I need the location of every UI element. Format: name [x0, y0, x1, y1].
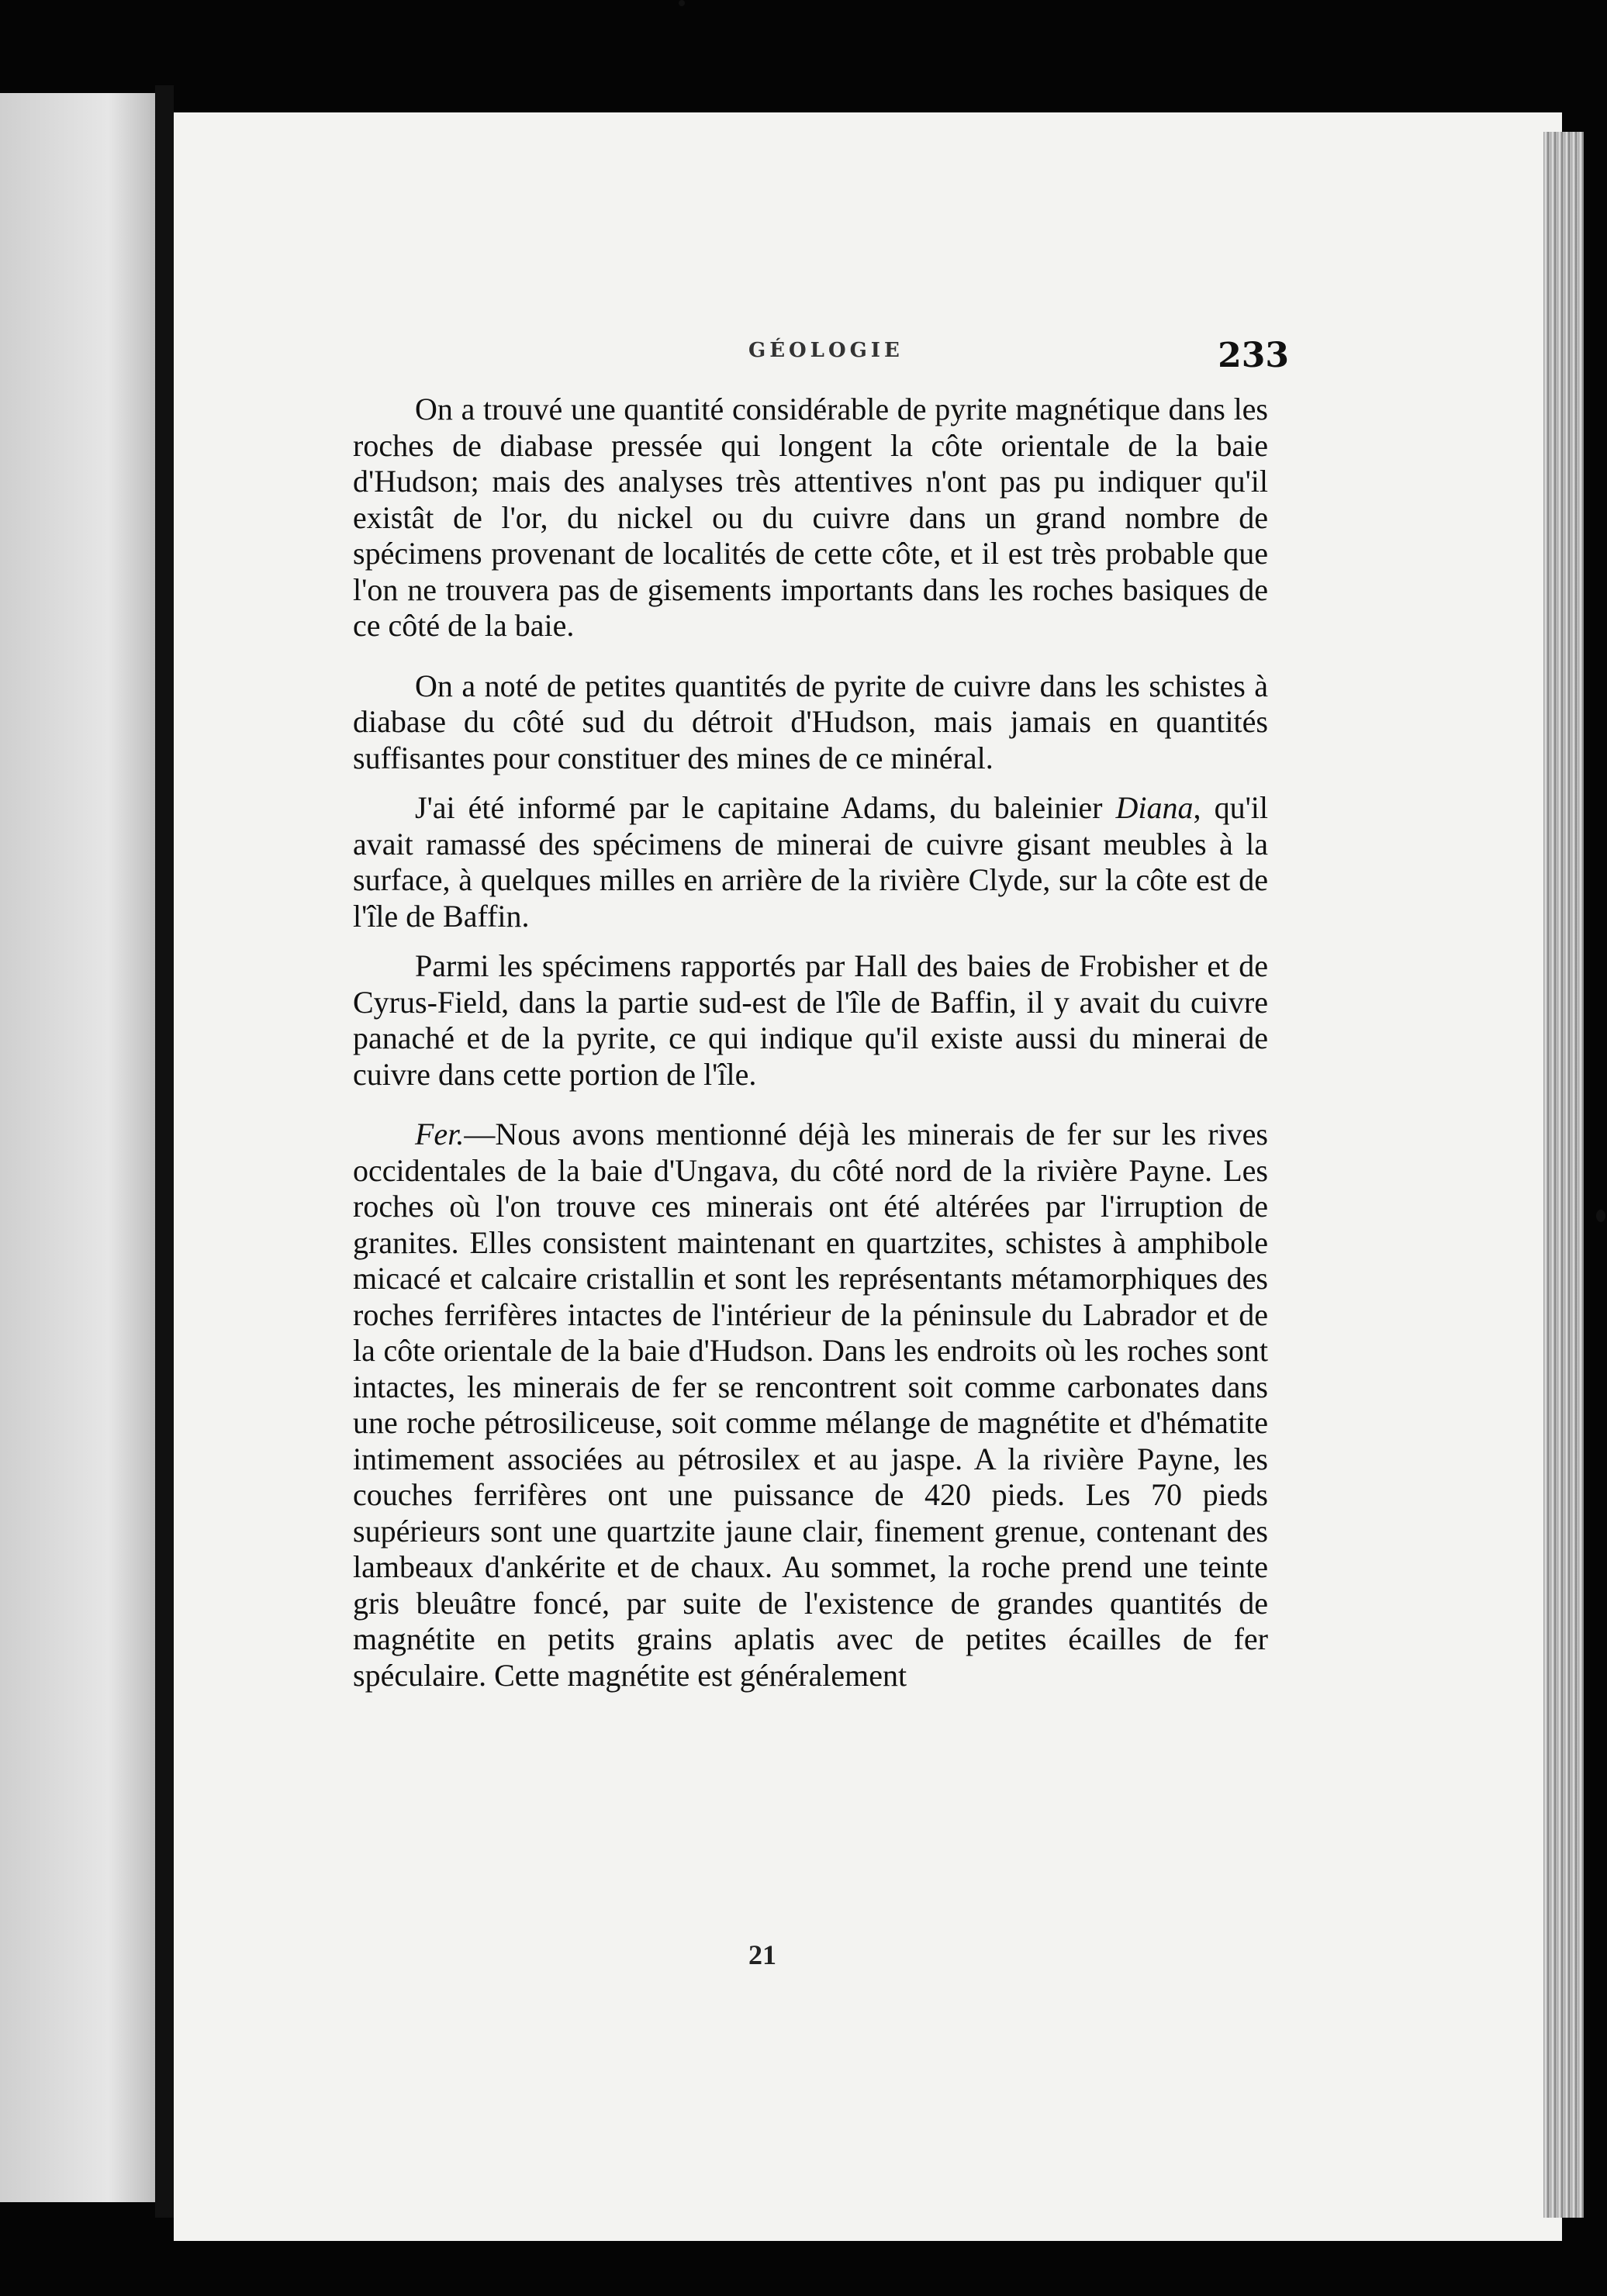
ship-name: Diana — [1115, 790, 1194, 825]
scan-speck — [679, 0, 685, 6]
signature-mark: 21 — [748, 1939, 776, 1970]
body-text — [353, 392, 1268, 1694]
scan-speck — [1596, 1210, 1605, 1222]
page-stack-edge — [1543, 132, 1584, 2218]
facing-page-edge — [0, 93, 155, 2202]
paragraph-text: On a noté de petites quantités de pyrite de cuivre dans les schistes à diabase du côté sud du détroit d'Hudson, mais jamais en quantités suffisantes pour constituer des mines de ce minéral. — [353, 668, 1268, 775]
paragraph-hall-specimens — [353, 948, 1268, 1093]
book-gutter — [155, 85, 174, 2218]
paragraph-text: —Nous avons mentionné déjà les minerais de fer sur les rives occidentales de la baie d'Ungava, du côté nord de la rivière Payne. Les roches où l'on trouve ces minerais ont été altérées par l'irruption de granites. Elles consistent maintenant en quartzites, schistes à amphibole micacé et calcaire cristallin et sont les représentants métamorphiques des roches ferrifères intactes de l'intérieur de la péninsule du Labrador et de la côte orientale de la baie d'Hudson. Dans les endroits où les roches sont intactes, les minerais de fer se rencontrent soit comme carbonates dans une roche pétrosiliceuse, soit comme mélange de magnétite et d'hématite intimement associées au pétrosilex et au jaspe. A la rivière Payne, les couches ferrifères ont une puissance de 420 pieds. Les 70 pieds supérieurs sont une quartzite jaune clair, finement grenue, contenant des lambeaux d'ankérite et de chaux. Au sommet, la roche prend une teinte gris bleuâtre foncé, par suite de l'existence de grandes quantités de magnétite en petits grains aplatis avec de petites écailles de fer spéculaire. Cette magnétite est généralement — [353, 1117, 1268, 1693]
page-header — [353, 336, 1312, 382]
running-head: GÉOLOGIE — [748, 339, 904, 362]
paragraph-text: On a trouvé une quantité considérable de pyrite magnétique dans les roches de diabase pressée qui longent la côte orientale de la baie d'Hudson; mais des analyses très attentives n'ont pas pu indiquer qu'il existât de l'or, du nickel ou du cuivre dans un grand nombre de spécimens provenant de localités de cette côte, et il est très probable que l'on ne trouvera pas de gisements importants dans les roches basiques de ce côté de la baie. — [353, 392, 1268, 643]
page-number: 233 — [1218, 336, 1289, 375]
paragraph-capitaine-adams — [353, 790, 1268, 934]
paragraph-pyrite-cuivre — [353, 668, 1268, 777]
section-label: Fer. — [415, 1117, 465, 1151]
paragraph-text: J'ai été informé par le capitaine Adams, du baleinier — [415, 790, 1116, 825]
paragraph-text: Parmi les spécimens rapportés par Hall des baies de Frobisher et de Cyrus-Field, dans la partie sud-est de l'île de Baffin, il y avait du cuivre panaché et de la pyrite, ce qui indique qu'il existe aussi du minerai de cuivre dans cette portion de l'île. — [353, 948, 1268, 1092]
paragraph-fer — [353, 1117, 1268, 1694]
paragraph-pyrite-magnetique — [353, 392, 1268, 644]
paragraph-text: , qu'il avait ramassé des spécimens de minerai de cuivre gisant meubles à la surface, à quelques milles en arrière de la rivière Clyde, sur la côte est de l'île de Baffin. — [353, 790, 1268, 934]
